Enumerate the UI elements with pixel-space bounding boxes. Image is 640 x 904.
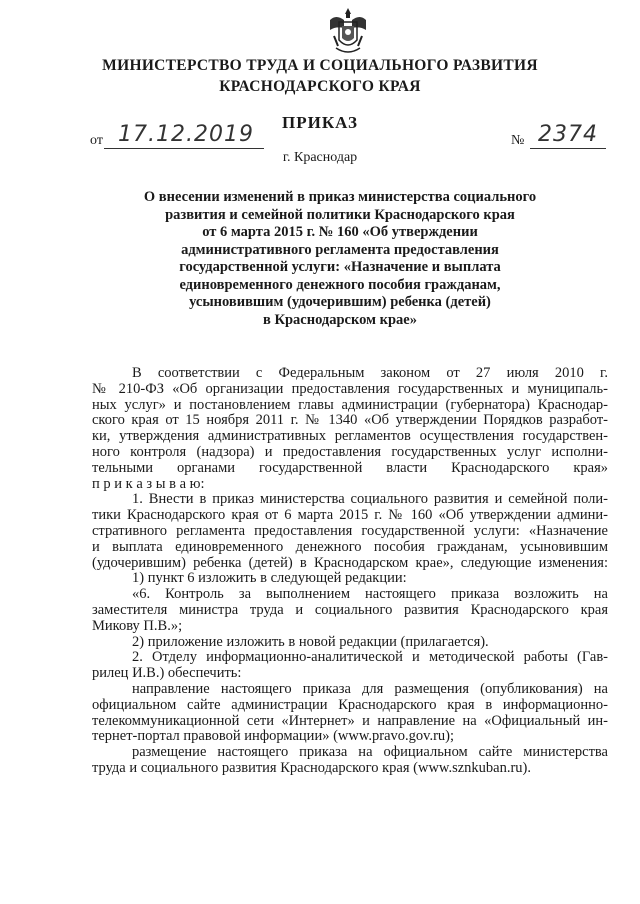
body-line: тики Краснодарского края от 6 марта 2015 г. № 160 «Об утверждении админи-: [92, 507, 608, 524]
body-line: Микову П.В.»;: [92, 617, 183, 634]
document-type-title: ПРИКАЗ: [282, 113, 358, 132]
number-label: №: [511, 133, 525, 148]
body-line: и выплата единовременного денежного пособия гражданам, усыновившим: [92, 538, 608, 555]
body-line: ного контроля (надзора) и предоставления государственных услуг исполни-: [92, 443, 608, 460]
body-line: 2) приложение изложить в новой редакции (прилагается).: [132, 633, 489, 650]
body-line: заместителя министра труда и социального развития Краснодарского края: [92, 601, 608, 618]
body-line: направление настоящего приказа для размещения (опубликования) на: [132, 680, 608, 697]
body-line: В соответствии с Федеральным законом от 27 июля 2010 г.: [132, 365, 608, 381]
subject-line: от 6 марта 2015 г. № 160 «Об утверждении: [202, 224, 478, 240]
body-line: тельными органами государственной власти Краснодарского края»: [92, 459, 608, 476]
body-line: ского края от 15 ноября 2011 г. № 1340 «Об утверждении Порядков разработ-: [92, 412, 608, 429]
handwritten-date: 17.12.2019: [118, 122, 254, 147]
body-line: 2. Отделу информационно-аналитической и методической работы (Гав-: [132, 649, 608, 666]
body-line: ных услуг» и постановлением главы администрации (губернатора) Краснодар-: [92, 396, 608, 413]
subject-line: развития и семейной политики Краснодарского края: [165, 206, 515, 223]
body-line: стративного регламента предоставления государственной услуги: «Назначение: [92, 522, 608, 539]
subject-line: единовременного денежного пособия гражданам,: [179, 276, 501, 293]
city-line: г. Краснодар: [282, 150, 358, 165]
subject-line: государственной услуги: «Назначение и выплата: [179, 259, 501, 275]
subject-line: усыновившим (удочерившим) ребенка (детей): [189, 294, 491, 310]
order-subject-heading: [120, 189, 560, 329]
body-line: труда и социального развития Краснодарского края (www.sznkuban.ru).: [92, 759, 532, 776]
body-line: ки, утверждения административных регламентов осуществления государствен-: [92, 428, 608, 445]
date-label: от: [90, 133, 103, 148]
number-underline: [530, 148, 606, 149]
handwritten-number: 2374: [538, 122, 598, 147]
date-underline: [104, 148, 264, 149]
subject-line: административного регламента предоставления: [181, 241, 499, 258]
order-body-text: [92, 366, 608, 777]
body-line: № 210-ФЗ «Об организации предоставления государственных и муниципаль-: [92, 380, 608, 397]
subject-line: в Краснодарском крае»: [263, 311, 417, 328]
body-line: рилец И.В.) обеспечить:: [92, 665, 242, 682]
body-line: «6. Контроль за выполнением настоящего приказа возложить на: [132, 586, 608, 603]
body-line: тернет-портал правовой информации» (www.pravo.gov.ru);: [92, 728, 455, 745]
ministry-name-line2: КРАСНОДАРСКОГО КРАЯ: [219, 78, 421, 95]
body-line: 1) пункт 6 изложить в следующей редакции:: [132, 570, 407, 587]
subject-line: О внесении изменений в приказ министерства социального: [143, 189, 537, 205]
body-line: размещение настоящего приказа на официальном сайте министерства: [132, 744, 608, 761]
body-line: 1. Внести в приказ министерства социального развития и семейной поли-: [132, 491, 608, 508]
body-line: п р и к а з ы в а ю:: [92, 475, 205, 492]
coat-of-arms-emblem: [326, 6, 370, 58]
body-line: официальном сайте администрации Краснодарского края в информационно-: [92, 696, 608, 713]
body-line: телекоммуникационной сети «Интернет» и направление на «Официальный ин-: [92, 712, 608, 729]
body-line: (удочерившим) ребенка (детей) в Краснодарском крае», следующие изменения:: [92, 554, 608, 571]
ministry-name-line1: МИНИСТЕРСТВО ТРУДА И СОЦИАЛЬНОГО РАЗВИТИЯ: [102, 57, 538, 74]
